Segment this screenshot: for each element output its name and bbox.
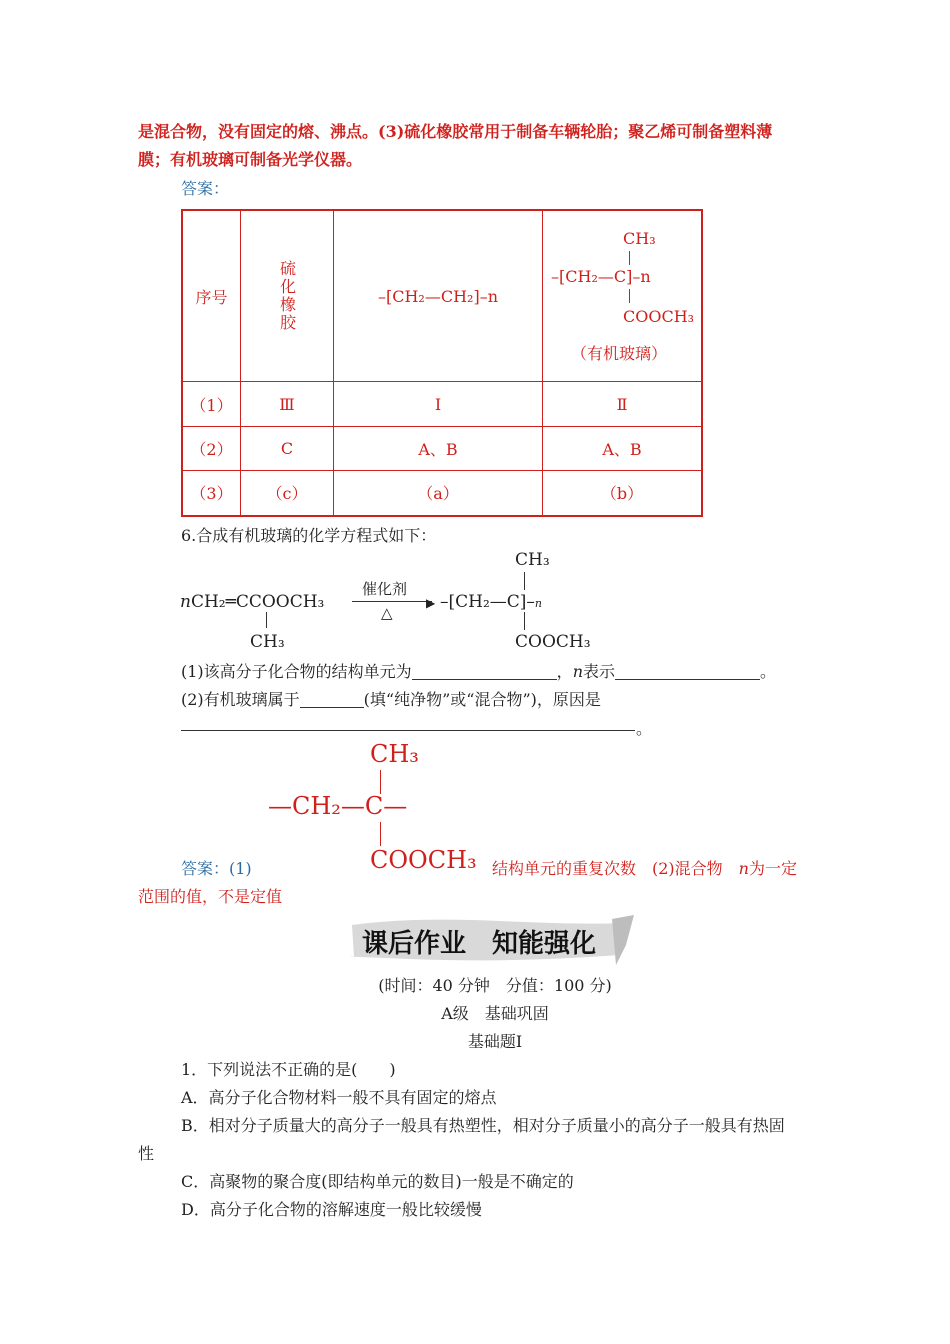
row3-rubber: （c）: [241, 471, 334, 516]
q1-option-c[interactable]: C．高聚物的聚合度(即结构单元的数目)一般是不确定的: [181, 1172, 574, 1191]
sub2-end: 。: [636, 719, 653, 738]
intro-line-2: 膜；有机玻璃可制备光学仪器。: [138, 150, 363, 169]
header-rubber: [241, 210, 334, 382]
reactant-n: n: [180, 592, 191, 612]
meta-level: A级 基础巩固: [441, 1004, 549, 1023]
sub1-text-b: ，: [556, 662, 573, 681]
plexiglass-caption: （有机玻璃）: [571, 344, 668, 363]
bond-line: [380, 770, 381, 794]
product-chain: –[CH₂—C]–: [440, 592, 535, 612]
row2-rubber: C: [241, 427, 334, 471]
q6-catalyst: 催化剂: [362, 580, 408, 598]
row3-pe: （a）: [334, 471, 543, 516]
row2-pmma: A、B: [543, 427, 703, 471]
answer-text-b: 为一定: [748, 859, 797, 878]
sub2-text-a: (2)有机玻璃属于: [181, 690, 300, 709]
bond-line: [524, 612, 525, 630]
sub1-n: n: [572, 662, 583, 681]
q6-sub1: [181, 658, 776, 686]
blank-n-meaning[interactable]: [615, 661, 760, 680]
row2-index: （2）: [182, 427, 241, 471]
sub1-text-c: 表示: [583, 662, 616, 681]
q6-answer-line2: 范围的值，不是定值: [138, 887, 283, 906]
q6-product-chain: [440, 592, 542, 612]
meta-time: (时间：40 分钟 分值：100 分): [378, 976, 612, 995]
q6-product-ch3: CH₃: [515, 550, 550, 570]
bond-line: [266, 612, 267, 628]
bond-line: [524, 572, 525, 590]
plexiglass-cooch3: COOCH₃: [623, 307, 695, 326]
table-row: [182, 382, 702, 427]
arrow-line: [352, 601, 432, 602]
plexiglass-chain: –[CH₂—C]–n: [551, 267, 651, 286]
section-banner: [350, 915, 640, 967]
q6-reactant-sub: CH₃: [250, 632, 285, 652]
sub1-text-a: (1)该高分子化合物的结构单元为: [181, 662, 412, 681]
q6-reactant: [180, 592, 324, 612]
row3-pmma: （b）: [543, 471, 703, 516]
bond-line: [629, 289, 630, 303]
answer-text-a: 结构单元的重复次数 (2)混合物: [492, 859, 739, 878]
q1-option-d[interactable]: D．高分子化合物的溶解速度一般比较缓慢: [181, 1200, 482, 1219]
table-row: [182, 471, 702, 516]
header-polyethylene: [334, 210, 543, 382]
q6-answer-label: 答案：(1): [181, 859, 252, 878]
answer-unit-chain: —CH₂—C—: [268, 792, 408, 820]
q6-heat: △: [381, 604, 393, 622]
row1-index: （1）: [182, 382, 241, 427]
q1-option-b[interactable]: B．相对分子质量大的高分子一般具有热塑性，相对分子质量小的高分子一般具有热固: [181, 1116, 785, 1135]
blank-structural-unit[interactable]: [412, 661, 557, 680]
table-header-row: [182, 210, 702, 382]
q6-title: 6.合成有机玻璃的化学方程式如下：: [181, 526, 437, 545]
plexiglass-ch3: CH₃: [623, 229, 656, 248]
blank-substance-type[interactable]: [300, 689, 364, 708]
meta-section: 基础题Ⅰ: [467, 1032, 523, 1051]
q1-stem: 1．下列说法不正确的是( ): [181, 1060, 396, 1079]
product-n: n: [534, 597, 543, 610]
answer-n: n: [738, 859, 749, 878]
row2-pe: A、B: [334, 427, 543, 471]
answer-unit-cooch3: COOCH₃: [370, 846, 477, 874]
answer-table: [181, 209, 703, 517]
bond-line: [380, 822, 381, 846]
header-plexiglass: [543, 210, 703, 382]
q1-option-b-cont: 性: [138, 1144, 155, 1163]
sub2-text-b: (填“纯净物”或“混合物”)，原因是: [363, 690, 601, 709]
answer-unit-ch3: CH₃: [370, 740, 419, 768]
q1-option-a[interactable]: A．高分子化合物材料一般不具有固定的熔点: [181, 1088, 497, 1107]
sub1-text-d: 。: [760, 662, 777, 681]
row1-pe: Ⅰ: [334, 382, 543, 427]
header-index: 序号: [182, 210, 241, 382]
row3-index: （3）: [182, 471, 241, 516]
blank-reason[interactable]: [181, 730, 635, 731]
answer-label: 答案：: [181, 179, 230, 198]
q6-sub2: [181, 686, 601, 714]
polyethylene-formula: –[CH₂—CH₂]–n: [377, 286, 498, 306]
bond-line: [629, 251, 630, 265]
header-rubber-label: 硫化橡胶: [277, 260, 297, 332]
table-row: [182, 427, 702, 471]
arrow-head-icon: ▶: [426, 596, 436, 610]
row1-pmma: Ⅱ: [543, 382, 703, 427]
q6-answer-text: [492, 855, 797, 883]
banner-title: 课后作业 知能强化: [362, 929, 597, 959]
q6-product-cooch3: COOCH₃: [515, 632, 591, 652]
row1-rubber: Ⅲ: [241, 382, 334, 427]
reactant-formula: CH₂═CCOOCH₃: [190, 592, 325, 612]
intro-line-1: 是混合物，没有固定的熔、沸点。(3)硫化橡胶常用于制备车辆轮胎；聚乙烯可制备塑料薄: [138, 122, 773, 141]
